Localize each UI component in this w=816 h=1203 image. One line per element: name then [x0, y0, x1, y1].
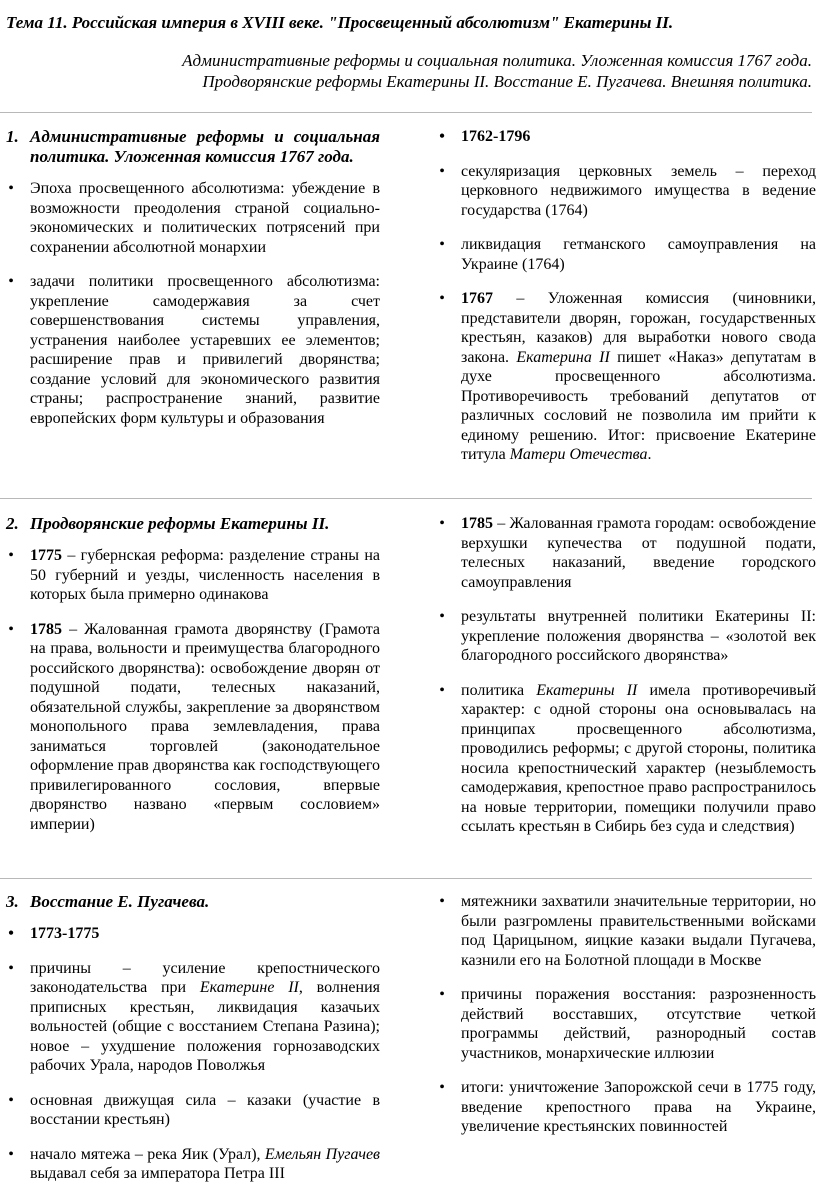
list-item: • 1767 – Уложенная комиссия (чиновники, представители дворян, горожан, государственных крестьян, казаков) для выработки нового свода закона. Екатерина II пишет «Наказ» депутатам в духе просвещенного абсолютизма. Противоречивость требований депутатов от различных сословий не позволила им прийти к единому решению. Итог: присвоение Екатерине титула Матери Отечества. — [437, 289, 816, 465]
bullet-icon: • — [439, 681, 445, 699]
bullet-list — [437, 892, 816, 1137]
section-3-right-column — [437, 892, 816, 1152]
section-1-right-column — [437, 127, 816, 480]
divider-line — [0, 498, 812, 499]
section-2-right-column — [437, 514, 816, 852]
subtitle-line-1: Административные реформы и социальная политика. Уложенная комиссия 1767 года. — [182, 51, 812, 70]
document-title: Тема 11. Российская империя в XVIII веке. "Просвещенный абсолютизм" Екатерины II. — [6, 13, 674, 32]
section-1-heading — [6, 127, 380, 167]
bullet-icon: • — [439, 608, 445, 625]
list-item: • 1773-1775 — [6, 924, 380, 944]
bullet-icon: • — [8, 1145, 14, 1163]
bullet-icon: • — [439, 1079, 445, 1096]
section-number: 1. — [6, 127, 19, 146]
list-item: • причины поражения восстания: разрозненность действий восставших, отсутствие четкой программы действий, разнородный состав участников, монархические иллюзии — [437, 985, 816, 1063]
divider-line — [0, 112, 812, 113]
list-item: • 1775 – губернская реформа: разделение страны на 50 губерний и уезды, численность населения в которых была примерно одинакова — [6, 546, 380, 605]
bullet-icon: • — [439, 290, 445, 307]
list-item: • 1762-1796 — [437, 127, 816, 147]
bullet-icon: • — [439, 893, 445, 910]
list-item: • ликвидация гетманского самоуправления на Украине (1764) — [437, 235, 816, 274]
section-number: 2. — [6, 514, 19, 533]
document-header — [6, 12, 812, 92]
section-title: Восстание Е. Пугачева. — [30, 892, 210, 911]
section-2-heading — [6, 514, 380, 534]
bullet-list — [6, 546, 380, 834]
bullet-list — [437, 514, 816, 837]
bullet-icon: • — [8, 620, 14, 638]
section-3-left-column — [6, 892, 380, 1199]
list-item: • секуляризация церковных земель – переход церковного недвижимого имущества в ведение государства (1764) — [437, 162, 816, 221]
bullet-list — [6, 179, 380, 428]
section-title: Административные реформы и социальная политика. Уложенная комиссия 1767 года. — [30, 127, 380, 166]
list-item: • 1785 – Жалованная грамота городам: освобождение верхушки купечества от подушной подати, телесных наказаний, введение городского самоуправления — [437, 514, 816, 592]
bullet-icon: • — [8, 1091, 14, 1109]
bullet-icon: • — [439, 236, 445, 253]
divider-line — [0, 878, 812, 879]
bullet-list — [437, 127, 816, 465]
bullet-icon: • — [439, 515, 445, 532]
list-item: • итоги: уничтожение Запорожской сечи в 1775 году, введение крепостного права на Украине, увеличение крестьянских повинностей — [437, 1078, 816, 1137]
list-item: • политика Екатерины II имела противоречивый характер: с одной стороны она основывалась на принципах просвещенного абсолютизма, проводились реформы; с другой стороны, политика носила крепостнический характер (незыблемость самодержавия, крепостное право распространилось на новые территории, помещики получили право ссылать крестьян в Сибирь без суда и следствия) — [437, 681, 816, 837]
bullet-icon: • — [439, 128, 445, 145]
section-number: 3. — [6, 892, 19, 911]
section-3-heading — [6, 892, 380, 912]
bullet-icon: • — [8, 273, 14, 290]
bullet-icon: • — [8, 959, 14, 977]
section-2-left-column — [6, 514, 380, 849]
list-item: • результаты внутренней политики Екатерины II: укрепление положения дворянства – «золотой век благородного российского дворянства» — [437, 607, 816, 666]
section-1-left-column — [6, 127, 380, 443]
list-item: • причины – усиление крепостнического законодательства при Екатерине II, волнения приписных крестьян, ликвидация казачьих вольностей (общие с восстанием Степана Разина); новое – ухудшение положения горнозаводских рабочих Урала, народов Поволжья — [6, 959, 380, 1076]
document-subtitle — [6, 50, 812, 92]
list-item: • Эпоха просвещенного абсолютизма: убеждение в возможности преодоления страной социально-экономических и политических потрясений при сохранении абсолютной монархии — [6, 179, 380, 257]
section-title: Продворянские реформы Екатерины II. — [30, 514, 330, 533]
bullet-icon: • — [439, 986, 445, 1003]
list-item: • задачи политики просвещенного абсолютизма: укрепление самодержавия за счет совершенствования системы управления, устранения наиболее устаревших ее элементов; расширение прав и привилегий дворянства; создание условий для экономического развития страны; распространение знаний, развитие европейских форм культуры и образования — [6, 272, 380, 428]
subtitle-line-2: Продворянские реформы Екатерины II. Восстание Е. Пугачева. Внешняя политика. — [202, 72, 812, 91]
list-item: • начало мятежа – река Яик (Урал), Емельян Пугачев выдавал себя за императора Петра III — [6, 1145, 380, 1184]
list-item: • мятежники захватили значительные территории, но были разгромлены правительственными войсками под Царицыном, яицкие казаки выдали Пугачева, казнили его на Болотной площади в Москве — [437, 892, 816, 970]
list-item: • 1785 – Жалованная грамота дворянству (Грамота на права, вольности и преимущества благородного российского дворянства): освобождение дворян от подушной подати, телесных наказаний, обязательной службы, закрепление за дворянством монопольного права землевладения, права заниматься торговлей (законодательное оформление прав дворянства как господствующего привилегированного сословия, впервые дворянство названо «первым сословием» империи) — [6, 620, 380, 835]
bullet-icon: • — [439, 162, 445, 180]
bullet-icon: • — [8, 547, 14, 564]
list-item: • основная движущая сила – казаки (участие в восстании крестьян) — [6, 1091, 380, 1130]
bullet-icon: • — [8, 180, 14, 197]
bullet-list — [6, 924, 380, 1184]
bullet-icon: • — [8, 925, 14, 942]
